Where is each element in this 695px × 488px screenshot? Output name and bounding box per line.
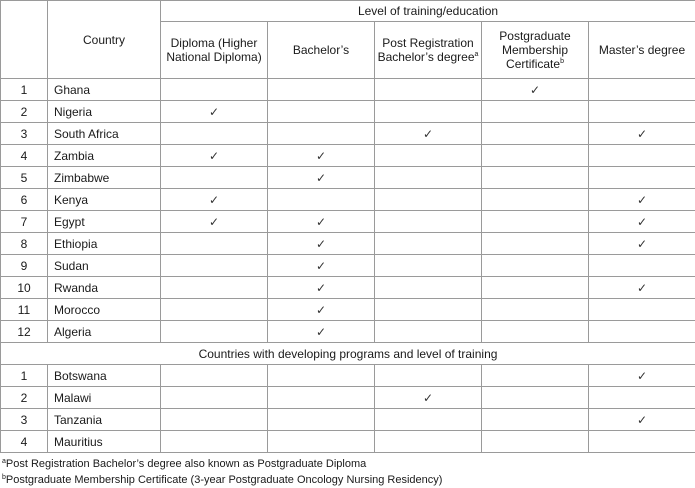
- empty-cell: [375, 431, 482, 453]
- check-mark-icon: ✓: [161, 189, 268, 211]
- empty-cell: [482, 167, 589, 189]
- country-name: Mauritius: [48, 431, 161, 453]
- row-number: 1: [1, 365, 48, 387]
- header-number-cell: [1, 1, 48, 79]
- footnote-text: Post Registration Bachelor’s degree also known as Postgraduate Diploma: [5, 458, 367, 470]
- table-row: [1, 79, 695, 101]
- empty-cell: [589, 431, 695, 453]
- table-row: [1, 365, 695, 387]
- empty-cell: [375, 321, 482, 343]
- empty-cell: [482, 431, 589, 453]
- empty-cell: [589, 387, 695, 409]
- table-row: [1, 211, 695, 233]
- empty-cell: [375, 145, 482, 167]
- footnote-marker: a: [474, 51, 479, 58]
- empty-cell: [375, 277, 482, 299]
- row-number: 9: [1, 255, 48, 277]
- check-mark-icon: ✓: [268, 211, 375, 233]
- check-mark-icon: ✓: [268, 233, 375, 255]
- table-row: [1, 123, 695, 145]
- country-name: South Africa: [48, 123, 161, 145]
- check-mark-icon: ✓: [589, 277, 695, 299]
- table-row: [1, 189, 695, 211]
- country-name: Sudan: [48, 255, 161, 277]
- country-name: Malawi: [48, 387, 161, 409]
- table-row: [1, 255, 695, 277]
- empty-cell: [161, 123, 268, 145]
- column-header: [375, 22, 482, 79]
- row-number: 1: [1, 79, 48, 101]
- table-row: [1, 101, 695, 123]
- empty-cell: [482, 299, 589, 321]
- empty-cell: [161, 255, 268, 277]
- empty-cell: [375, 255, 482, 277]
- country-name: Tanzania: [48, 409, 161, 431]
- empty-cell: [589, 101, 695, 123]
- footnotes: [0, 453, 695, 488]
- empty-cell: [482, 211, 589, 233]
- check-mark-icon: ✓: [268, 321, 375, 343]
- row-number: 8: [1, 233, 48, 255]
- empty-cell: [482, 387, 589, 409]
- country-name: Zambia: [48, 145, 161, 167]
- empty-cell: [482, 365, 589, 387]
- row-number: 10: [1, 277, 48, 299]
- row-number: 2: [1, 101, 48, 123]
- empty-cell: [268, 189, 375, 211]
- empty-cell: [268, 123, 375, 145]
- empty-cell: [161, 233, 268, 255]
- check-mark-icon: ✓: [375, 387, 482, 409]
- row-number: 3: [1, 123, 48, 145]
- empty-cell: [161, 167, 268, 189]
- footnote: [2, 456, 693, 472]
- check-mark-icon: ✓: [589, 233, 695, 255]
- empty-cell: [268, 365, 375, 387]
- country-name: Egypt: [48, 211, 161, 233]
- empty-cell: [375, 79, 482, 101]
- empty-cell: [482, 255, 589, 277]
- column-header-label: Post Registration Bachelor’s degree: [377, 36, 475, 64]
- empty-cell: [482, 321, 589, 343]
- country-name: Ethiopia: [48, 233, 161, 255]
- column-header-label: Master’s degree: [598, 43, 686, 57]
- column-header: [161, 22, 268, 79]
- footnote-marker: a: [2, 458, 6, 465]
- empty-cell: [268, 79, 375, 101]
- table-row: [1, 167, 695, 189]
- table-row: [1, 321, 695, 343]
- empty-cell: [589, 145, 695, 167]
- country-header: Country: [48, 1, 161, 79]
- empty-cell: [375, 233, 482, 255]
- developing-heading: Countries with developing programs and level of training: [1, 343, 695, 365]
- country-name: Rwanda: [48, 277, 161, 299]
- column-header: [268, 22, 375, 79]
- empty-cell: [161, 299, 268, 321]
- check-mark-icon: ✓: [589, 189, 695, 211]
- check-mark-icon: ✓: [589, 409, 695, 431]
- empty-cell: [482, 101, 589, 123]
- row-number: 3: [1, 409, 48, 431]
- country-name: Zimbabwe: [48, 167, 161, 189]
- empty-cell: [375, 211, 482, 233]
- empty-cell: [268, 409, 375, 431]
- check-mark-icon: ✓: [482, 79, 589, 101]
- country-name: Botswana: [48, 365, 161, 387]
- country-name: Kenya: [48, 189, 161, 211]
- column-header: [482, 22, 589, 79]
- row-number: 11: [1, 299, 48, 321]
- table-row: [1, 145, 695, 167]
- empty-cell: [482, 277, 589, 299]
- column-header: [589, 22, 695, 79]
- table-row: [1, 387, 695, 409]
- header-row-top: [1, 1, 695, 22]
- check-mark-icon: ✓: [161, 101, 268, 123]
- empty-cell: [589, 167, 695, 189]
- empty-cell: [375, 299, 482, 321]
- empty-cell: [589, 299, 695, 321]
- check-mark-icon: ✓: [161, 211, 268, 233]
- empty-cell: [161, 431, 268, 453]
- row-number: 12: [1, 321, 48, 343]
- column-header-label: Bachelor’s: [292, 43, 350, 57]
- country-name: Nigeria: [48, 101, 161, 123]
- empty-cell: [161, 321, 268, 343]
- check-mark-icon: ✓: [268, 167, 375, 189]
- check-mark-icon: ✓: [268, 277, 375, 299]
- check-mark-icon: ✓: [589, 211, 695, 233]
- country-name: Ghana: [48, 79, 161, 101]
- empty-cell: [268, 101, 375, 123]
- empty-cell: [482, 409, 589, 431]
- check-mark-icon: ✓: [589, 365, 695, 387]
- empty-cell: [161, 365, 268, 387]
- check-mark-icon: ✓: [268, 145, 375, 167]
- empty-cell: [589, 79, 695, 101]
- country-name: Algeria: [48, 321, 161, 343]
- empty-cell: [161, 277, 268, 299]
- empty-cell: [161, 79, 268, 101]
- empty-cell: [375, 409, 482, 431]
- table-row: [1, 431, 695, 453]
- check-mark-icon: ✓: [161, 145, 268, 167]
- section-row: [1, 343, 695, 365]
- level-header: Level of training/education: [161, 1, 695, 22]
- check-mark-icon: ✓: [589, 123, 695, 145]
- column-header-label: Postgraduate Membership Certificate: [499, 29, 571, 71]
- empty-cell: [589, 255, 695, 277]
- empty-cell: [161, 387, 268, 409]
- footnote-text: Postgraduate Membership Certificate (3-year Postgraduate Oncology Nursing Residency): [5, 474, 443, 486]
- empty-cell: [375, 189, 482, 211]
- empty-cell: [482, 145, 589, 167]
- row-number: 7: [1, 211, 48, 233]
- empty-cell: [268, 387, 375, 409]
- check-mark-icon: ✓: [268, 299, 375, 321]
- empty-cell: [268, 431, 375, 453]
- empty-cell: [482, 233, 589, 255]
- row-number: 2: [1, 387, 48, 409]
- empty-cell: [482, 189, 589, 211]
- table-row: [1, 409, 695, 431]
- empty-cell: [375, 167, 482, 189]
- footnote: [2, 472, 693, 488]
- table-row: [1, 233, 695, 255]
- check-mark-icon: ✓: [268, 255, 375, 277]
- empty-cell: [161, 409, 268, 431]
- empty-cell: [375, 365, 482, 387]
- footnote-marker: b: [560, 58, 564, 65]
- empty-cell: [589, 321, 695, 343]
- column-header-label: Diploma (Higher National Diploma): [166, 36, 262, 64]
- check-mark-icon: ✓: [375, 123, 482, 145]
- row-number: 4: [1, 431, 48, 453]
- empty-cell: [375, 101, 482, 123]
- country-name: Morocco: [48, 299, 161, 321]
- table-row: [1, 299, 695, 321]
- footnote-marker: b: [2, 474, 6, 481]
- table-row: [1, 277, 695, 299]
- row-number: 4: [1, 145, 48, 167]
- empty-cell: [482, 123, 589, 145]
- row-number: 6: [1, 189, 48, 211]
- row-number: 5: [1, 167, 48, 189]
